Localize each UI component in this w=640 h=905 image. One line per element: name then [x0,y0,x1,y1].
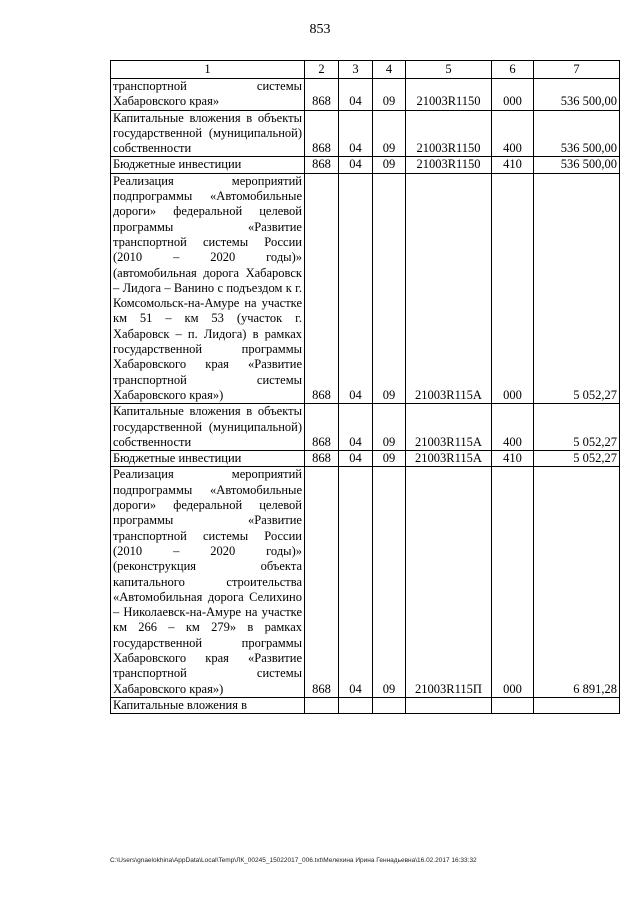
row-subsection-code: 09 [373,467,406,697]
row-target-code: 21003R115П [406,467,492,697]
row-section-code [339,697,373,713]
row-amount: 5 052,27 [534,404,620,451]
header-col-7: 7 [534,61,620,79]
row-subsection-code: 09 [373,79,406,111]
row-description: Капитальные вложения в [111,697,305,713]
header-col-1: 1 [111,61,305,79]
row-expense-type: 400 [492,110,534,157]
table-row [111,451,620,467]
row-target-code: 21003R1150 [406,79,492,111]
row-expense-type: 410 [492,451,534,467]
row-section-code: 04 [339,467,373,697]
row-ministry-code: 868 [305,467,339,697]
footer-file-path: C:\Users\gnaelokhina\AppData\Local\Temp\ЛК_00245_15022017_006.txt\Мелехина Ирина Геннадьевна\16.02.2017 16:33:32 [110,857,477,864]
row-target-code [406,697,492,713]
row-section-code: 04 [339,404,373,451]
header-col-2: 2 [305,61,339,79]
budget-table [110,60,620,714]
row-expense-type: 400 [492,404,534,451]
row-target-code: 21003R1150 [406,157,492,173]
table-row [111,467,620,697]
table-row [111,404,620,451]
row-amount: 6 891,28 [534,467,620,697]
row-ministry-code: 868 [305,110,339,157]
row-amount: 536 500,00 [534,157,620,173]
row-subsection-code: 09 [373,451,406,467]
header-row [111,61,620,79]
row-ministry-code [305,697,339,713]
row-description: Капитальные вложения в объекты государственной (муниципальной) собственности [111,110,305,157]
row-ministry-code: 868 [305,173,339,403]
row-ministry-code: 868 [305,451,339,467]
row-expense-type: 000 [492,467,534,697]
row-description: Бюджетные инвестиции [111,451,305,467]
row-description: транспортной системы Хабаровского края» [111,79,305,111]
header-col-4: 4 [373,61,406,79]
row-amount [534,697,620,713]
row-description: Реализация мероприятий подпрограммы «Автомобильные дороги» федеральной целевой программы «Развитие транспортной системы России (2010 – 2020 годы)» (автомобильная дорога Хабаровск – Лидога – Ванино с подъездом к г. Комсомольск-на-Амуре на участке км 51 – км 53 (участок г. Хабаровск – п. Лидога) в рамках государственной программы Хабаровского края «Развитие транспортной системы Хабаровского края») [111,173,305,403]
row-expense-type: 000 [492,79,534,111]
row-amount: 536 500,00 [534,79,620,111]
row-subsection-code: 09 [373,404,406,451]
table-row [111,173,620,403]
row-subsection-code [373,697,406,713]
row-section-code: 04 [339,157,373,173]
row-subsection-code: 09 [373,110,406,157]
header-col-3: 3 [339,61,373,79]
row-expense-type [492,697,534,713]
row-ministry-code: 868 [305,404,339,451]
row-section-code: 04 [339,110,373,157]
row-target-code: 21003R115A [406,173,492,403]
row-amount: 536 500,00 [534,110,620,157]
row-description: Бюджетные инвестиции [111,157,305,173]
row-subsection-code: 09 [373,173,406,403]
row-section-code: 04 [339,79,373,111]
row-target-code: 21003R1150 [406,110,492,157]
row-amount: 5 052,27 [534,451,620,467]
row-description: Капитальные вложения в объекты государственной (муниципальной) собственности [111,404,305,451]
table-row [111,157,620,173]
table-row [111,697,620,713]
row-expense-type: 410 [492,157,534,173]
row-description: Реализация мероприятий подпрограммы «Автомобильные дороги» федеральной целевой программы «Развитие транспортной системы России (2010 – 2020 годы)» (реконструкция объекта капитального строительства «Автомобильная дорога Селихино – Николаевск-на-Амуре на участке км 266 – км 279» в рамках государственной программы Хабаровского края «Развитие транспортной системы Хабаровского края») [111,467,305,697]
row-subsection-code: 09 [373,157,406,173]
row-ministry-code: 868 [305,79,339,111]
row-section-code: 04 [339,451,373,467]
table-row [111,79,620,111]
row-expense-type: 000 [492,173,534,403]
row-target-code: 21003R115A [406,404,492,451]
row-target-code: 21003R115A [406,451,492,467]
page-number: 853 [309,22,331,37]
row-section-code: 04 [339,173,373,403]
row-amount: 5 052,27 [534,173,620,403]
table-row [111,110,620,157]
row-ministry-code: 868 [305,157,339,173]
header-col-5: 5 [406,61,492,79]
header-col-6: 6 [492,61,534,79]
